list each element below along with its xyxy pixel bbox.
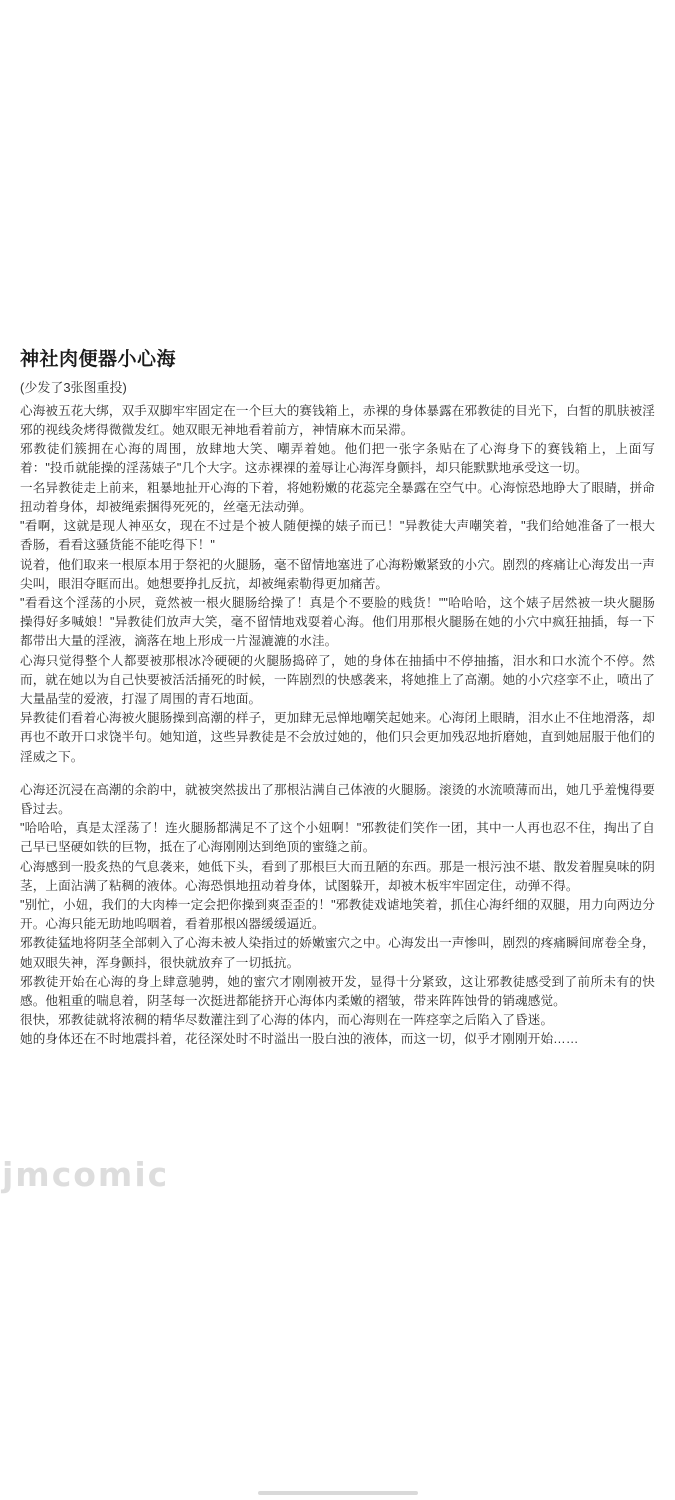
paragraph: 异教徒们看着心海被火腿肠操到高潮的样子，更加肆无忌惮地嘲笑起她来。心海闭上眼睛，泪水止不住地滑落，却再也不敢开口求饶半句。她知道，这些异教徒是不会放过她的，他们只会更加残忍地折磨她，直到她屈服于他们的淫威之下。 [20, 711, 655, 764]
top-blank-area [0, 0, 675, 348]
paragraph: 心海感到一股炙热的气息袭来，她低下头，看到了那根巨大而丑陋的东西。那是一根污浊不堪、散发着腥臭味的阴茎，上面沾满了粘稠的液体。心海恐惧地扭动着身体，试图躲开，却被木板牢牢固定住，动弹不得。 [20, 859, 655, 893]
paragraph: 心海还沉浸在高潮的余韵中，就被突然拔出了那根沾满自己体液的火腿肠。滚烫的水流喷薄而出，她几乎羞愧得要昏过去。 [20, 782, 655, 816]
watermark-logo: jmcomic [2, 1155, 170, 1194]
paragraph: 心海只觉得整个人都要被那根冰冷硬硬的火腿肠捣碎了，她的身体在抽插中不停抽搐，泪水和口水流个不停。然而，就在她以为自己快要被活活捅死的时候，一阵剧烈的快感袭来，将她推上了高潮。她的小穴痉挛不止，喷出了大量晶莹的爱液，打湿了周围的青石地面。 [20, 653, 655, 706]
paragraph: 邪教徒猛地将阴茎全部刺入了心海未被人染指过的娇嫩蜜穴之中。心海发出一声惨叫，剧烈的疼痛瞬间席卷全身，她双眼失神，浑身颤抖，很快就放弃了一切抵抗。 [20, 936, 655, 970]
bottom-bar [0, 1484, 675, 1500]
paragraph: "看啊，这就是现人神巫女，现在不过是个被人随便操的婊子而已！"异教徒大声嘲笑着，"我们给她准备了一根大香肠，看看这骚货能不能吃得下！" [20, 519, 655, 553]
paragraph: "别忙，小妞，我们的大肉棒一定会把你操到爽歪歪的！"邪教徒戏谑地笑着，抓住心海纤细的双腿，用力向两边分开。心海只能无助地呜咽着，看着那根凶器缓缓逼近。 [20, 897, 655, 932]
document-content [0, 348, 675, 1050]
paragraph: 邪教徒开始在心海的身上肆意驰骋，她的蜜穴才刚刚被开发，显得十分紧致，这让邪教徒感受到了前所未有的快感。他粗重的喘息着，阴茎每一次挺进都能挤开心海体内柔嫩的褶皱，带来阵阵蚀骨的销魂感觉。 [20, 974, 655, 1008]
paragraph: 心海被五花大绑，双手双脚牢牢固定在一个巨大的赛钱箱上，赤裸的身体暴露在邪教徒的目光下，白皙的肌肤被淫邪的视线灸烤得微微发红。她双眼无神地看着前方，神情麻木而呆滞。 [20, 403, 655, 438]
paragraph: 很快，邪教徒就将浓稠的精华尽数灌注到了心海的体内，而心海则在一阵痉挛之后陷入了昏迷。 [20, 1013, 554, 1028]
page-title: 神社肉便器小心海 [20, 349, 177, 370]
paragraph: "看看这个淫荡的小屄，竟然被一根火腿肠给操了！真是个不要脸的贱货！""哈哈哈，这个婊子居然被一块火腿肠操得好多喊娘！"异教徒们放声大笑，毫不留情地戏耍着心海。他们用那根火腿肠在她的小穴中疯狂抽插，每一下都带出大量的淫液，滴落在地上形成一片湿漉漉的水洼。 [20, 595, 655, 649]
paragraph: 说着，他们取来一根原本用于祭祀的火腿肠，毫不留情地塞进了心海粉嫩紧致的小穴。剧烈的疼痛让心海发出一声尖叫，眼泪夺眶而出。她想要挣扎反抗，却被绳索勒得更加痛苦。 [20, 557, 655, 591]
paragraph: 她的身体还在不时地震抖着，花径深处时不时溢出一股白浊的液体，而这一切，似乎才刚刚开始…… [20, 1032, 579, 1047]
document-body [20, 402, 655, 1050]
home-indicator[interactable] [258, 1491, 418, 1495]
paragraph: 一名异教徒走上前来，粗暴地扯开心海的下着，将她粉嫩的花蕊完全暴露在空气中。心海惊恐地睁大了眼睛，拼命扭动着身体，却被绳索捆得死死的，丝毫无法动弹。 [20, 480, 655, 514]
document-note: (少发了3张图重投) [20, 379, 127, 395]
paragraph: "哈哈哈，真是太淫荡了！连火腿肠都满足不了这个小妞啊！"邪教徒们笑作一团，其中一人再也忍不住，掏出了自己早已坚硬如铁的巨物，抵在了心海刚刚达到绝顶的蜜缝之前。 [20, 821, 655, 855]
paragraph: 邪教徒们簇拥在心海的周围，放肆地大笑、嘲弄着她。他们把一张字条贴在了心海身下的赛钱箱上，上面写着："投币就能操的淫荡婊子"几个大字。这赤裸裸的羞辱让心海浑身颤抖，却只能默默地承受这一切。 [20, 442, 655, 476]
